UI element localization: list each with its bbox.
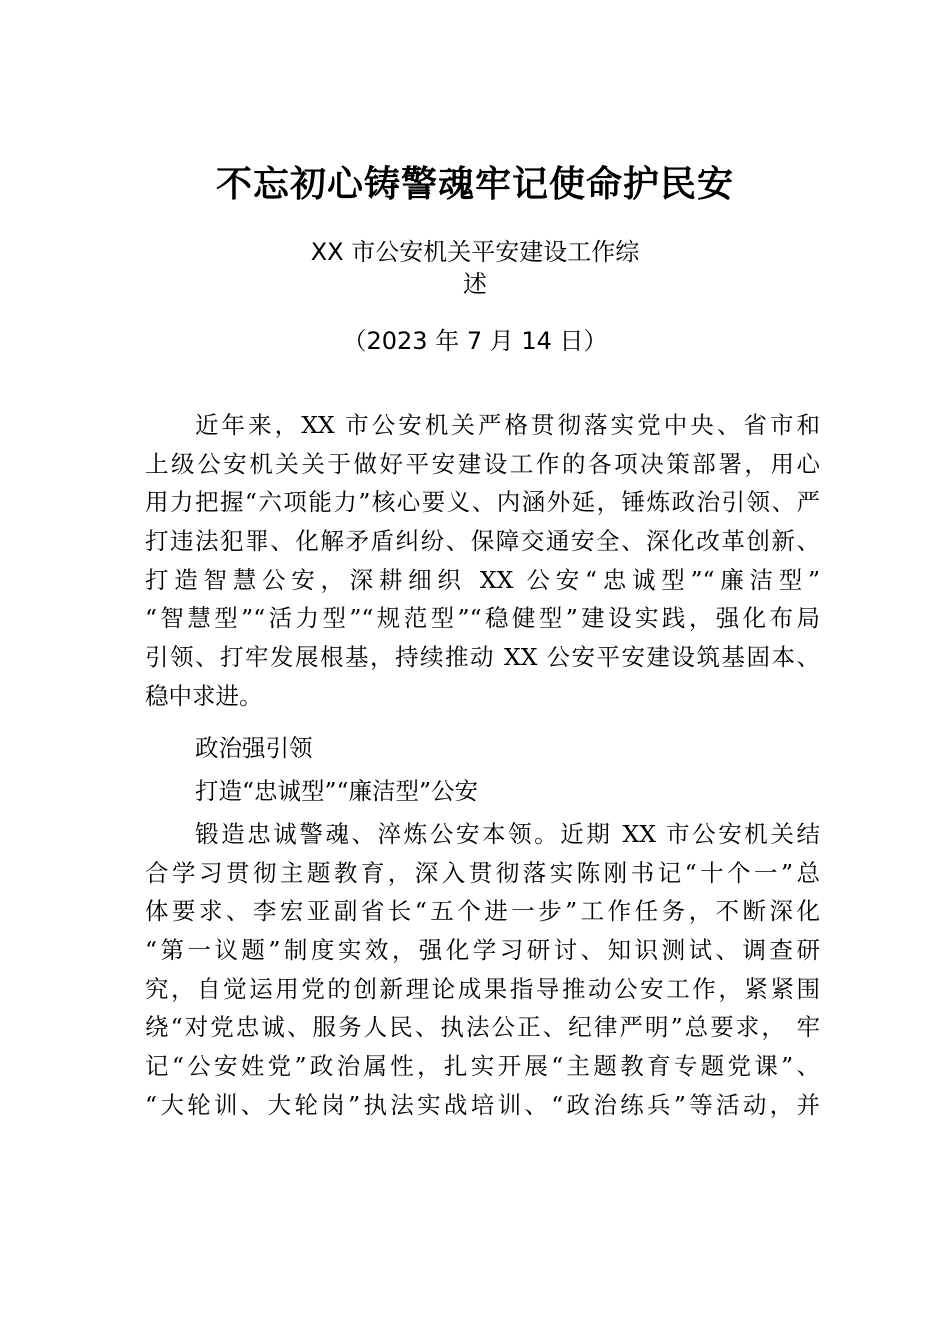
document-title: 不忘初心铸警魂牢记使命护民安 xyxy=(215,163,734,205)
paragraph-line: 绕“对党忠诚、服务人民、执法公正、纪律严明”总要求， 牢 xyxy=(145,1013,820,1042)
paragraph-line: “大轮训、大轮岗”执法实战培训、“政治练兵”等活动，并 xyxy=(145,1090,820,1119)
paragraph-line: 引领、打牢发展根基，持续推动 XX 公安平安建设筑基固本、 xyxy=(145,643,820,672)
section-subheading-loyalty xyxy=(145,772,820,811)
section-heading-text: 政治强引领 xyxy=(195,734,313,762)
paragraph-line: 打违法犯罪、化解矛盾纠纷、保障交通安全、深化改革创新、 xyxy=(145,527,820,556)
document-date: （2023 年 7 月 14 日） xyxy=(342,327,608,355)
paragraph-line: 近年来，XX 市公安机关严格贯彻落实党中央、省市和 xyxy=(195,411,820,439)
paragraph-line: 体要求、李宏亚副省长“五个进一步”工作任务，不断深化 xyxy=(145,897,820,926)
paragraph-line: 锻造忠诚警魂、淬炼公安本领。近期 XX 市公安机关结 xyxy=(195,820,820,848)
paragraph-line: 稳中求进。 xyxy=(145,681,263,710)
paragraph-line: 记“公安姓党”政治属性，扎实开展“主题教育专题党课”、 xyxy=(145,1052,820,1081)
document-subtitle-line-2: 述 xyxy=(463,270,487,298)
section-subheading-text: 打造“忠诚型”“廉洁型”公安 xyxy=(195,777,479,805)
section-heading-politics xyxy=(145,729,820,768)
paragraph-loyalty xyxy=(145,815,820,1125)
paragraph-line: “第一议题”制度实效，强化学习研讨、知识测试、调查研 xyxy=(145,936,820,965)
paragraph-line: “智慧型”“活力型”“规范型”“稳健型”建设实践，强化布局 xyxy=(145,604,820,633)
paragraph-intro xyxy=(145,406,820,716)
paragraph-line: 究，自觉运用党的创新理论成果指导推动公安工作，紧紧围 xyxy=(145,974,820,1003)
paragraph-line: 打造智慧公安，深耕细织 XX 公安“忠诚型”“廉洁型” xyxy=(145,565,820,594)
paragraph-line: 合学习贯彻主题教育，深入贯彻落实陈刚书记“十个一”总 xyxy=(145,858,820,887)
paragraph-line: 用力把握“六项能力”核心要义、内涵外延，锤炼政治引领、严 xyxy=(145,488,820,517)
paragraph-line: 上级公安机关关于做好平安建设工作的各项决策部署，用心 xyxy=(145,449,820,478)
document-subtitle-line-1: XX 市公安机关平安建设工作综 xyxy=(310,238,640,266)
